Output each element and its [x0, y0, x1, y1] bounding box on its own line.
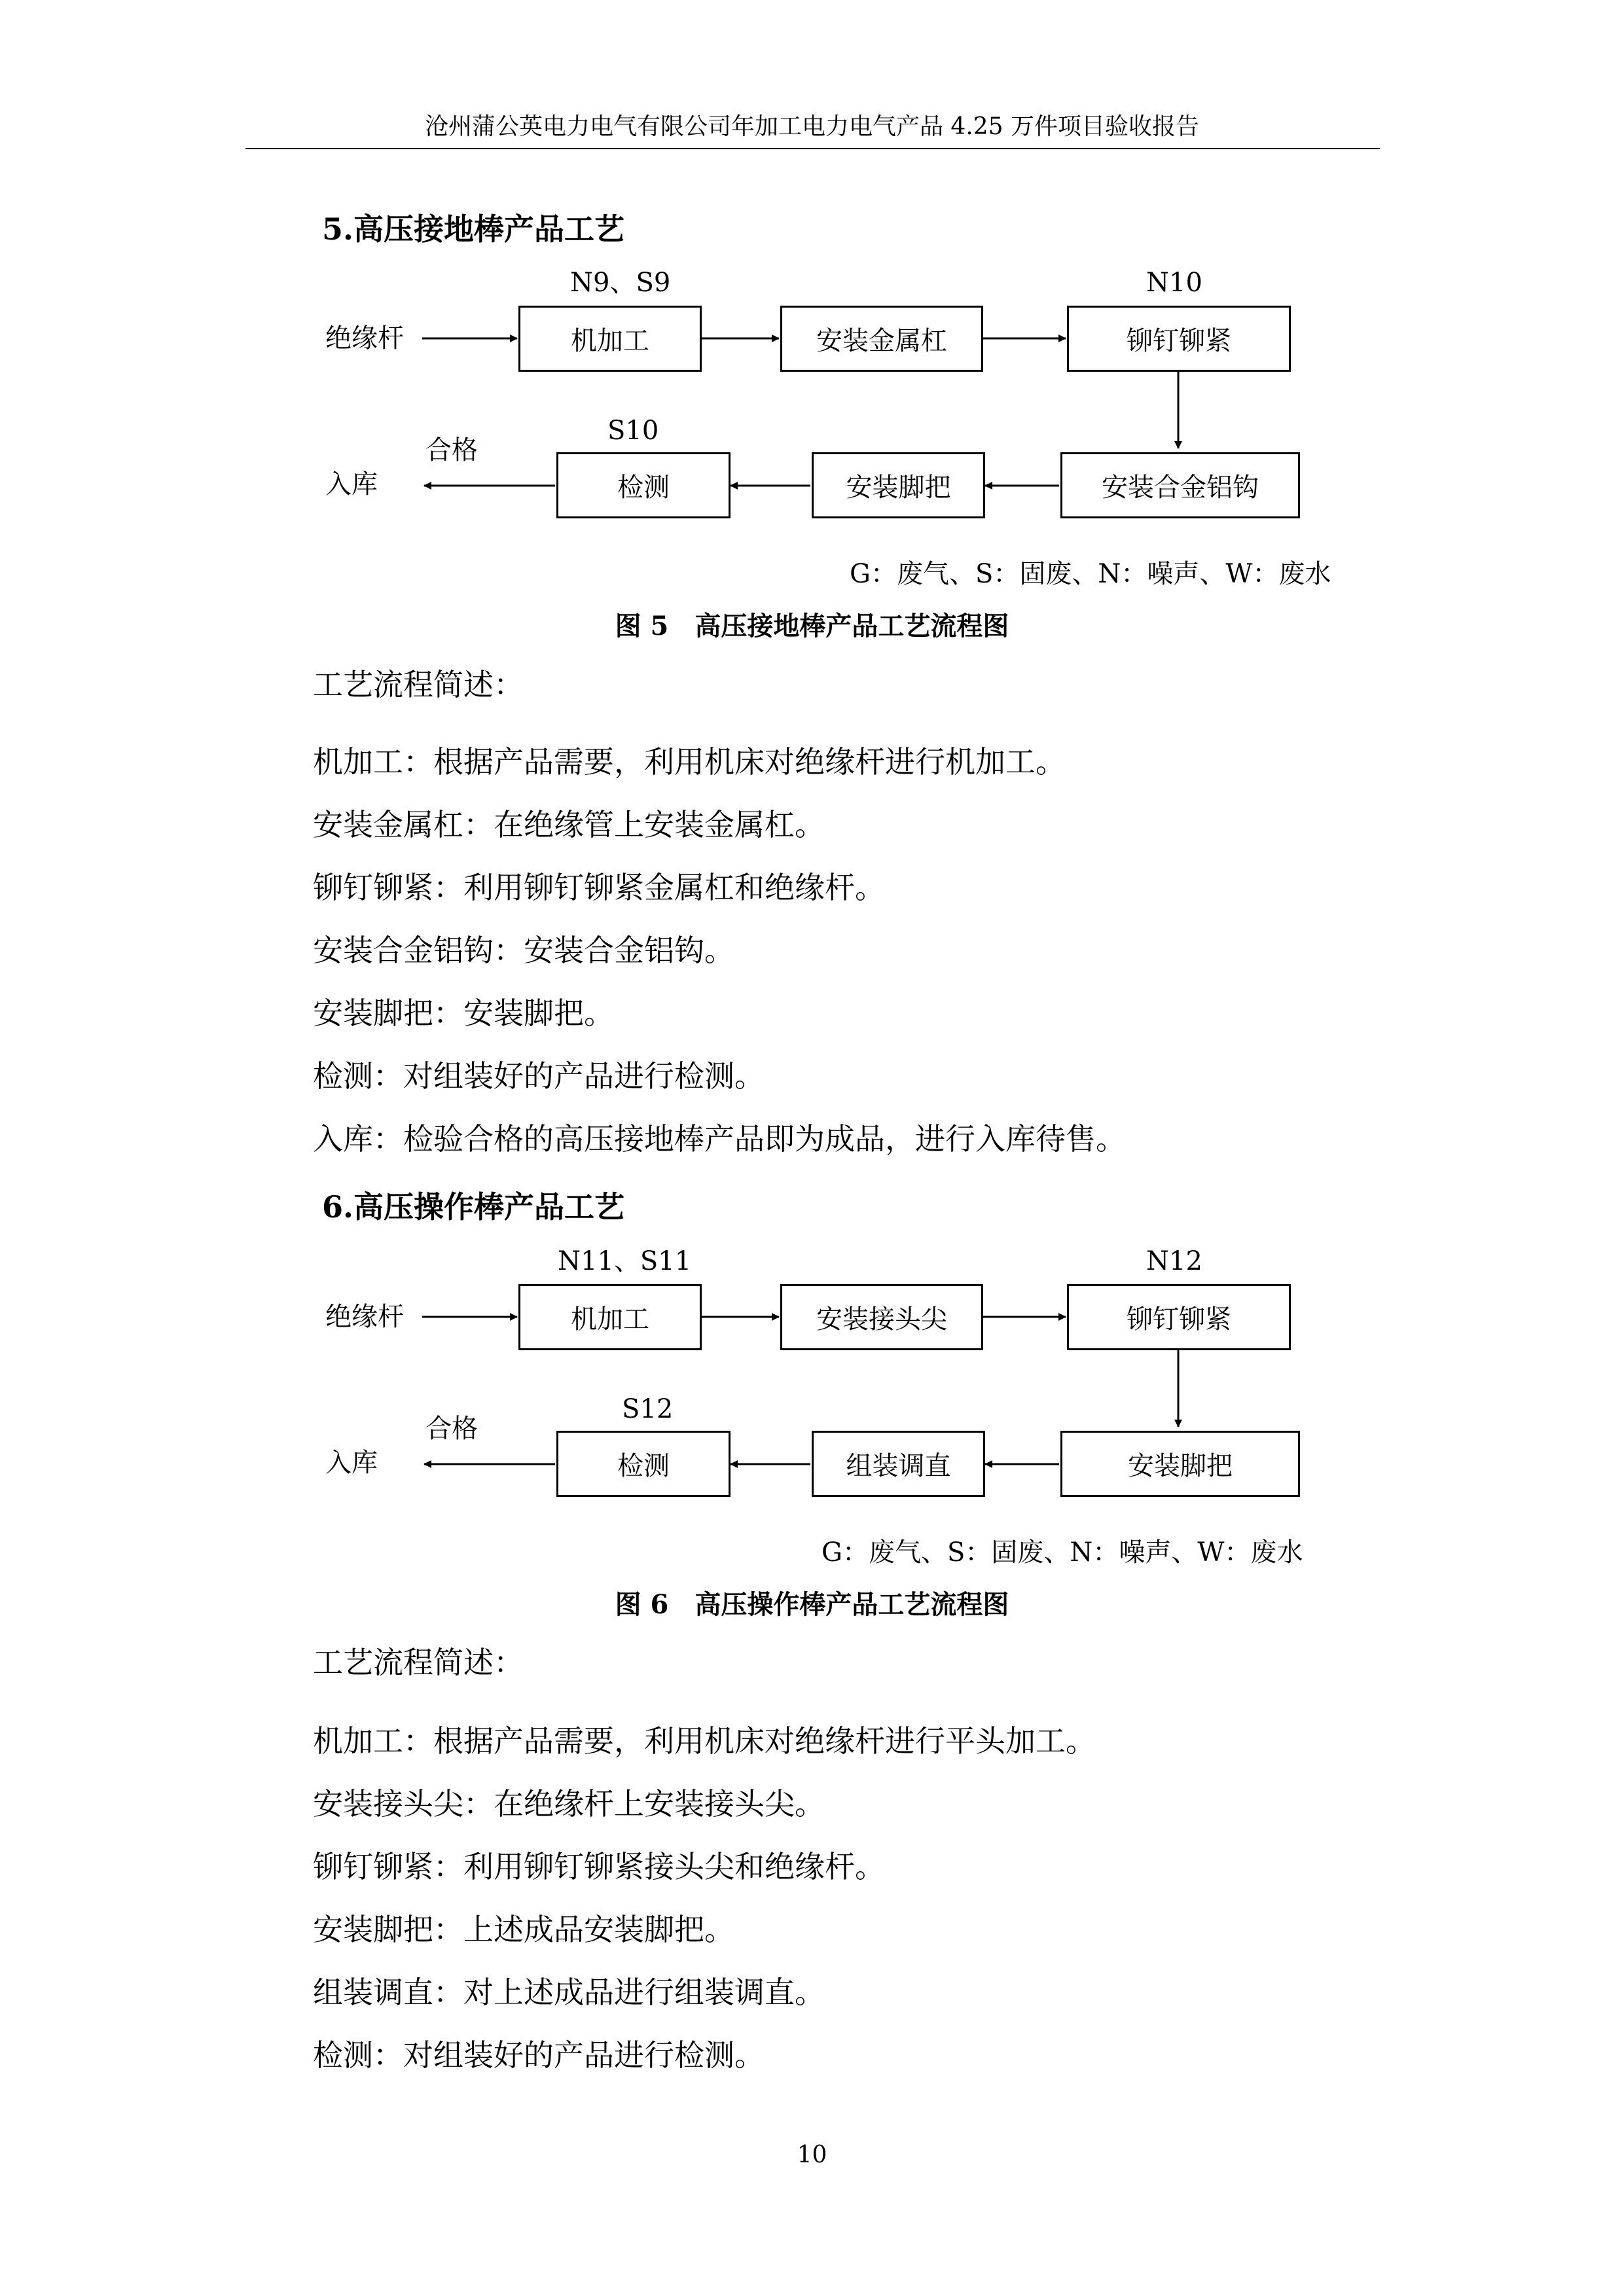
note-machining: N9、S9: [570, 268, 671, 298]
description-line: 安装脚把：安装脚把。: [313, 996, 614, 1031]
flow-qualified-label: 合格: [425, 435, 478, 465]
note-riveting: N10: [1146, 268, 1202, 298]
step-install-tip: 安装接头尖: [780, 1284, 983, 1350]
description-line: 安装合金铝钩：安装合金铝钩。: [313, 933, 734, 968]
description-line: 机加工：根据产品需要，利用机床对绝缘杆进行平头加工。: [313, 1723, 1096, 1759]
step-inspection: 检测: [556, 1431, 731, 1497]
page-number: 10: [797, 2142, 827, 2168]
step-install-alloy-hook: 安装合金铝钩: [1060, 452, 1300, 518]
description-line: 检测：对组装好的产品进行检测。: [313, 2037, 765, 2073]
description-title-5: 工艺流程简述：: [313, 667, 524, 702]
page-header: 沧州蒲公英电力电气有限公司年加工电力电气产品 4.25 万件项目验收报告: [424, 113, 1200, 140]
description-line: 组装调直：对上述成品进行组装调直。: [313, 1975, 825, 2010]
step-machining: 机加工: [518, 1284, 702, 1350]
description-line: 检测：对组装好的产品进行检测。: [313, 1058, 765, 1094]
note-riveting: N12: [1146, 1246, 1202, 1276]
step-rivet-fasten: 铆钉铆紧: [1067, 306, 1291, 372]
flowchart-6: [0, 1240, 1624, 1581]
section-heading-5: 5.高压接地棒产品工艺: [322, 211, 625, 247]
description-line: 铆钉铆紧：利用铆钉铆紧接头尖和绝缘杆。: [313, 1849, 885, 1884]
step-machining: 机加工: [518, 306, 702, 372]
flow-input-label: 绝缘杆: [325, 323, 404, 353]
step-install-handle: 安装脚把: [1060, 1431, 1300, 1497]
step-install-metal-bar: 安装金属杠: [780, 306, 983, 372]
figure-caption-6: 图 6 高压操作棒产品工艺流程图: [615, 1589, 1009, 1620]
description-line: 入库：检验合格的高压接地棒产品即为成品，进行入库待售。: [313, 1121, 1126, 1157]
step-install-handle: 安装脚把: [812, 452, 985, 518]
description-line: 铆钉铆紧：利用铆钉铆紧金属杠和绝缘杆。: [313, 870, 885, 905]
flowchart-5: [0, 262, 1624, 602]
flow-qualified-label: 合格: [425, 1414, 478, 1444]
note-machining: N11、S11: [558, 1246, 692, 1276]
section-heading-6: 6.高压操作棒产品工艺: [322, 1189, 625, 1225]
flow-output-label: 入库: [325, 469, 378, 499]
flow-legend: G：废气、S：固废、N：噪声、W：废水: [850, 559, 1331, 589]
note-inspection: S10: [607, 416, 659, 446]
step-rivet-fasten: 铆钉铆紧: [1067, 1284, 1291, 1350]
description-line: 安装接头尖：在绝缘杆上安装接头尖。: [313, 1786, 825, 1821]
flow-legend: G：废气、S：固废、N：噪声、W：废水: [821, 1537, 1303, 1568]
step-inspection: 检测: [556, 452, 731, 518]
figure-caption-5: 图 5 高压接地棒产品工艺流程图: [615, 611, 1009, 641]
header-divider: [245, 148, 1380, 149]
description-line: 机加工：根据产品需要，利用机床对绝缘杆进行机加工。: [313, 744, 1066, 780]
description-title-6: 工艺流程简述：: [313, 1645, 524, 1680]
description-line: 安装金属杠：在绝缘管上安装金属杠。: [313, 807, 825, 842]
flow-input-label: 绝缘杆: [325, 1302, 404, 1332]
flow-output-label: 入库: [325, 1448, 378, 1478]
step-assemble-straighten: 组装调直: [812, 1431, 985, 1497]
note-inspection: S12: [622, 1394, 674, 1424]
description-line: 安装脚把：上述成品安装脚把。: [313, 1912, 734, 1947]
